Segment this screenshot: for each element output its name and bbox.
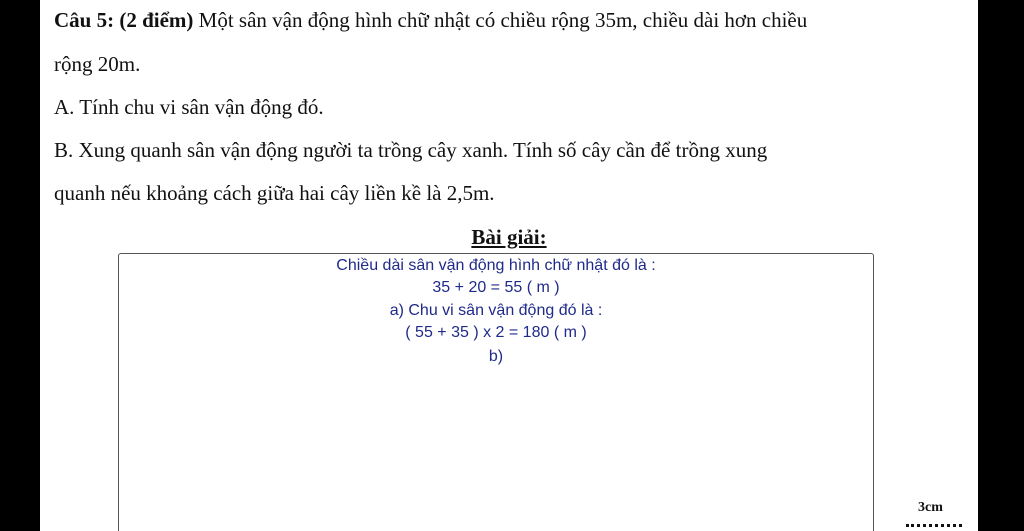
question-line-2: rộng 20m. [54,52,141,76]
scale-bar [906,524,962,527]
document-page [40,0,978,531]
answer-line-2: 35 + 20 = 55 ( m ) [432,279,560,296]
question-part-b-line-2: quanh nếu khoảng cách giữa hai cây liền kề là 2,5m. [54,181,495,205]
answer-line-1: Chiều dài sân vận động hình chữ nhật đó là : [336,257,656,274]
question-text: Một sân vận động hình chữ nhật có chiều rộng 35m, chiều dài hơn chiều [193,8,808,32]
answer-textbox[interactable] [118,253,874,531]
solution-heading: Bài giải: [471,225,547,249]
answer-line-5: b) [488,348,504,365]
question-part-b-line-1: B. Xung quanh sân vận động người ta trồng cây xanh. Tính số cây cần để trồng xung [54,138,768,162]
scale-label: 3cm [918,500,943,515]
answer-line-4: ( 55 + 35 ) x 2 = 180 ( m ) [405,324,587,341]
question-line-1 [54,8,807,32]
question-part-a: A. Tính chu vi sân vận động đó. [54,95,324,119]
answer-line-3: a) Chu vi sân vận động đó là : [389,302,603,319]
question-label: Câu 5: (2 điểm) [54,8,194,32]
